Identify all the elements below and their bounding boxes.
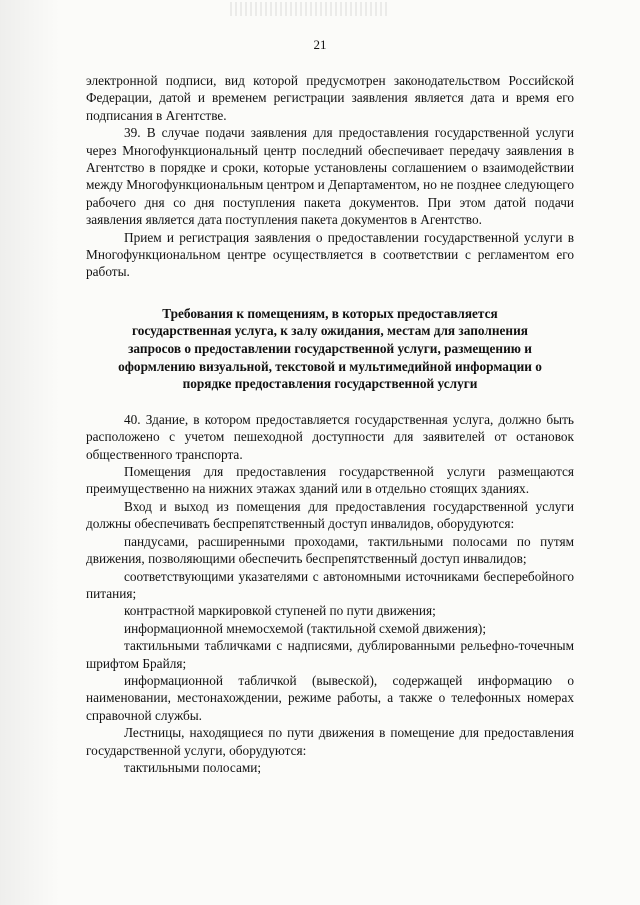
paragraph: электронной подписи, вид которой предусмотрен законодательством Российской Федерации, датой и временем регистрации заявления является дата и время его подписания в Агентстве. xyxy=(86,73,574,123)
paragraph: тактильными табличками с надписями, дублированными рельефно-точечным шрифтом Брайля; xyxy=(86,638,574,671)
paragraph: информационной мнемосхемой (тактильной схемой движения); xyxy=(124,620,487,636)
paragraphs-bottom xyxy=(86,411,574,777)
heading-line: порядке предоставления государственной услуги xyxy=(182,376,478,392)
paragraph: тактильными полосами; xyxy=(124,759,262,775)
paragraph: 40. Здание, в котором предоставляется государственная услуга, должно быть расположено с учетом пешеходной доступности для заявителей от остановок общественного транспорта. xyxy=(86,411,574,462)
paragraph: контрастной маркировкой ступеней по пути движения; xyxy=(124,603,436,619)
heading-line: оформлению визуальной, текстовой и мультимедийной информации о xyxy=(118,358,542,374)
paragraph: информационной табличкой (вывеской), содержащей информацию о наименовании, местонахождении, режиме работы, а также о телефонных номерах справочной службы. xyxy=(86,672,574,723)
scan-shadow-left xyxy=(0,0,60,905)
paragraph: Помещения для предоставления государственной услуги размещаются преимущественно на нижних этажах зданий или в отдельно стоящих зданиях. xyxy=(86,464,574,497)
section-heading xyxy=(86,305,574,393)
paragraphs-top xyxy=(86,72,574,281)
heading-line: Требования к помещениям, в которых предоставляется xyxy=(162,305,498,321)
paragraph: пандусами, расширенными проходами, тактильными полосами по путям движения, позволяющими обеспечить беспрепятственный доступ инвалидов; xyxy=(86,533,574,567)
paragraph: 39. В случае подачи заявления для предоставления государственной услуги через Многофункциональный центр последний обеспечивает передачу заявления в Агентство в порядке и сроки, которые установлены соглашением о взаимодействии между Многофункциональным центром и Департаментом, но не позднее следующего рабочего дня со дня поступления пакета документов. При этом датой подачи заявления является дата поступления пакета документов в Агентство. xyxy=(86,125,574,228)
paragraph: Прием и регистрация заявления о предоставлении государственной услуги в Многофункциональном центре осуществляется в соответствии с регламентом его работы. xyxy=(86,229,574,280)
paragraph: Лестницы, находящиеся по пути движения в помещение для предоставления государственной услуги, оборудуются: xyxy=(86,725,574,758)
paragraph: Вход и выход из помещения для предоставления государственной услуги должны обеспечивать беспрепятственный доступ инвалидов, оборудуются: xyxy=(86,498,574,532)
heading-line: запросов о предоставлении государственной услуги, размещению и xyxy=(128,341,532,357)
document-body xyxy=(86,72,574,776)
scan-noise-top xyxy=(230,2,390,16)
heading-line: государственная услуга, к залу ожидания, местам для заполнения xyxy=(132,323,528,339)
page-number: 21 xyxy=(313,37,327,52)
paragraph: соответствующими указателями с автономными источниками бесперебойного питания; xyxy=(86,568,574,601)
